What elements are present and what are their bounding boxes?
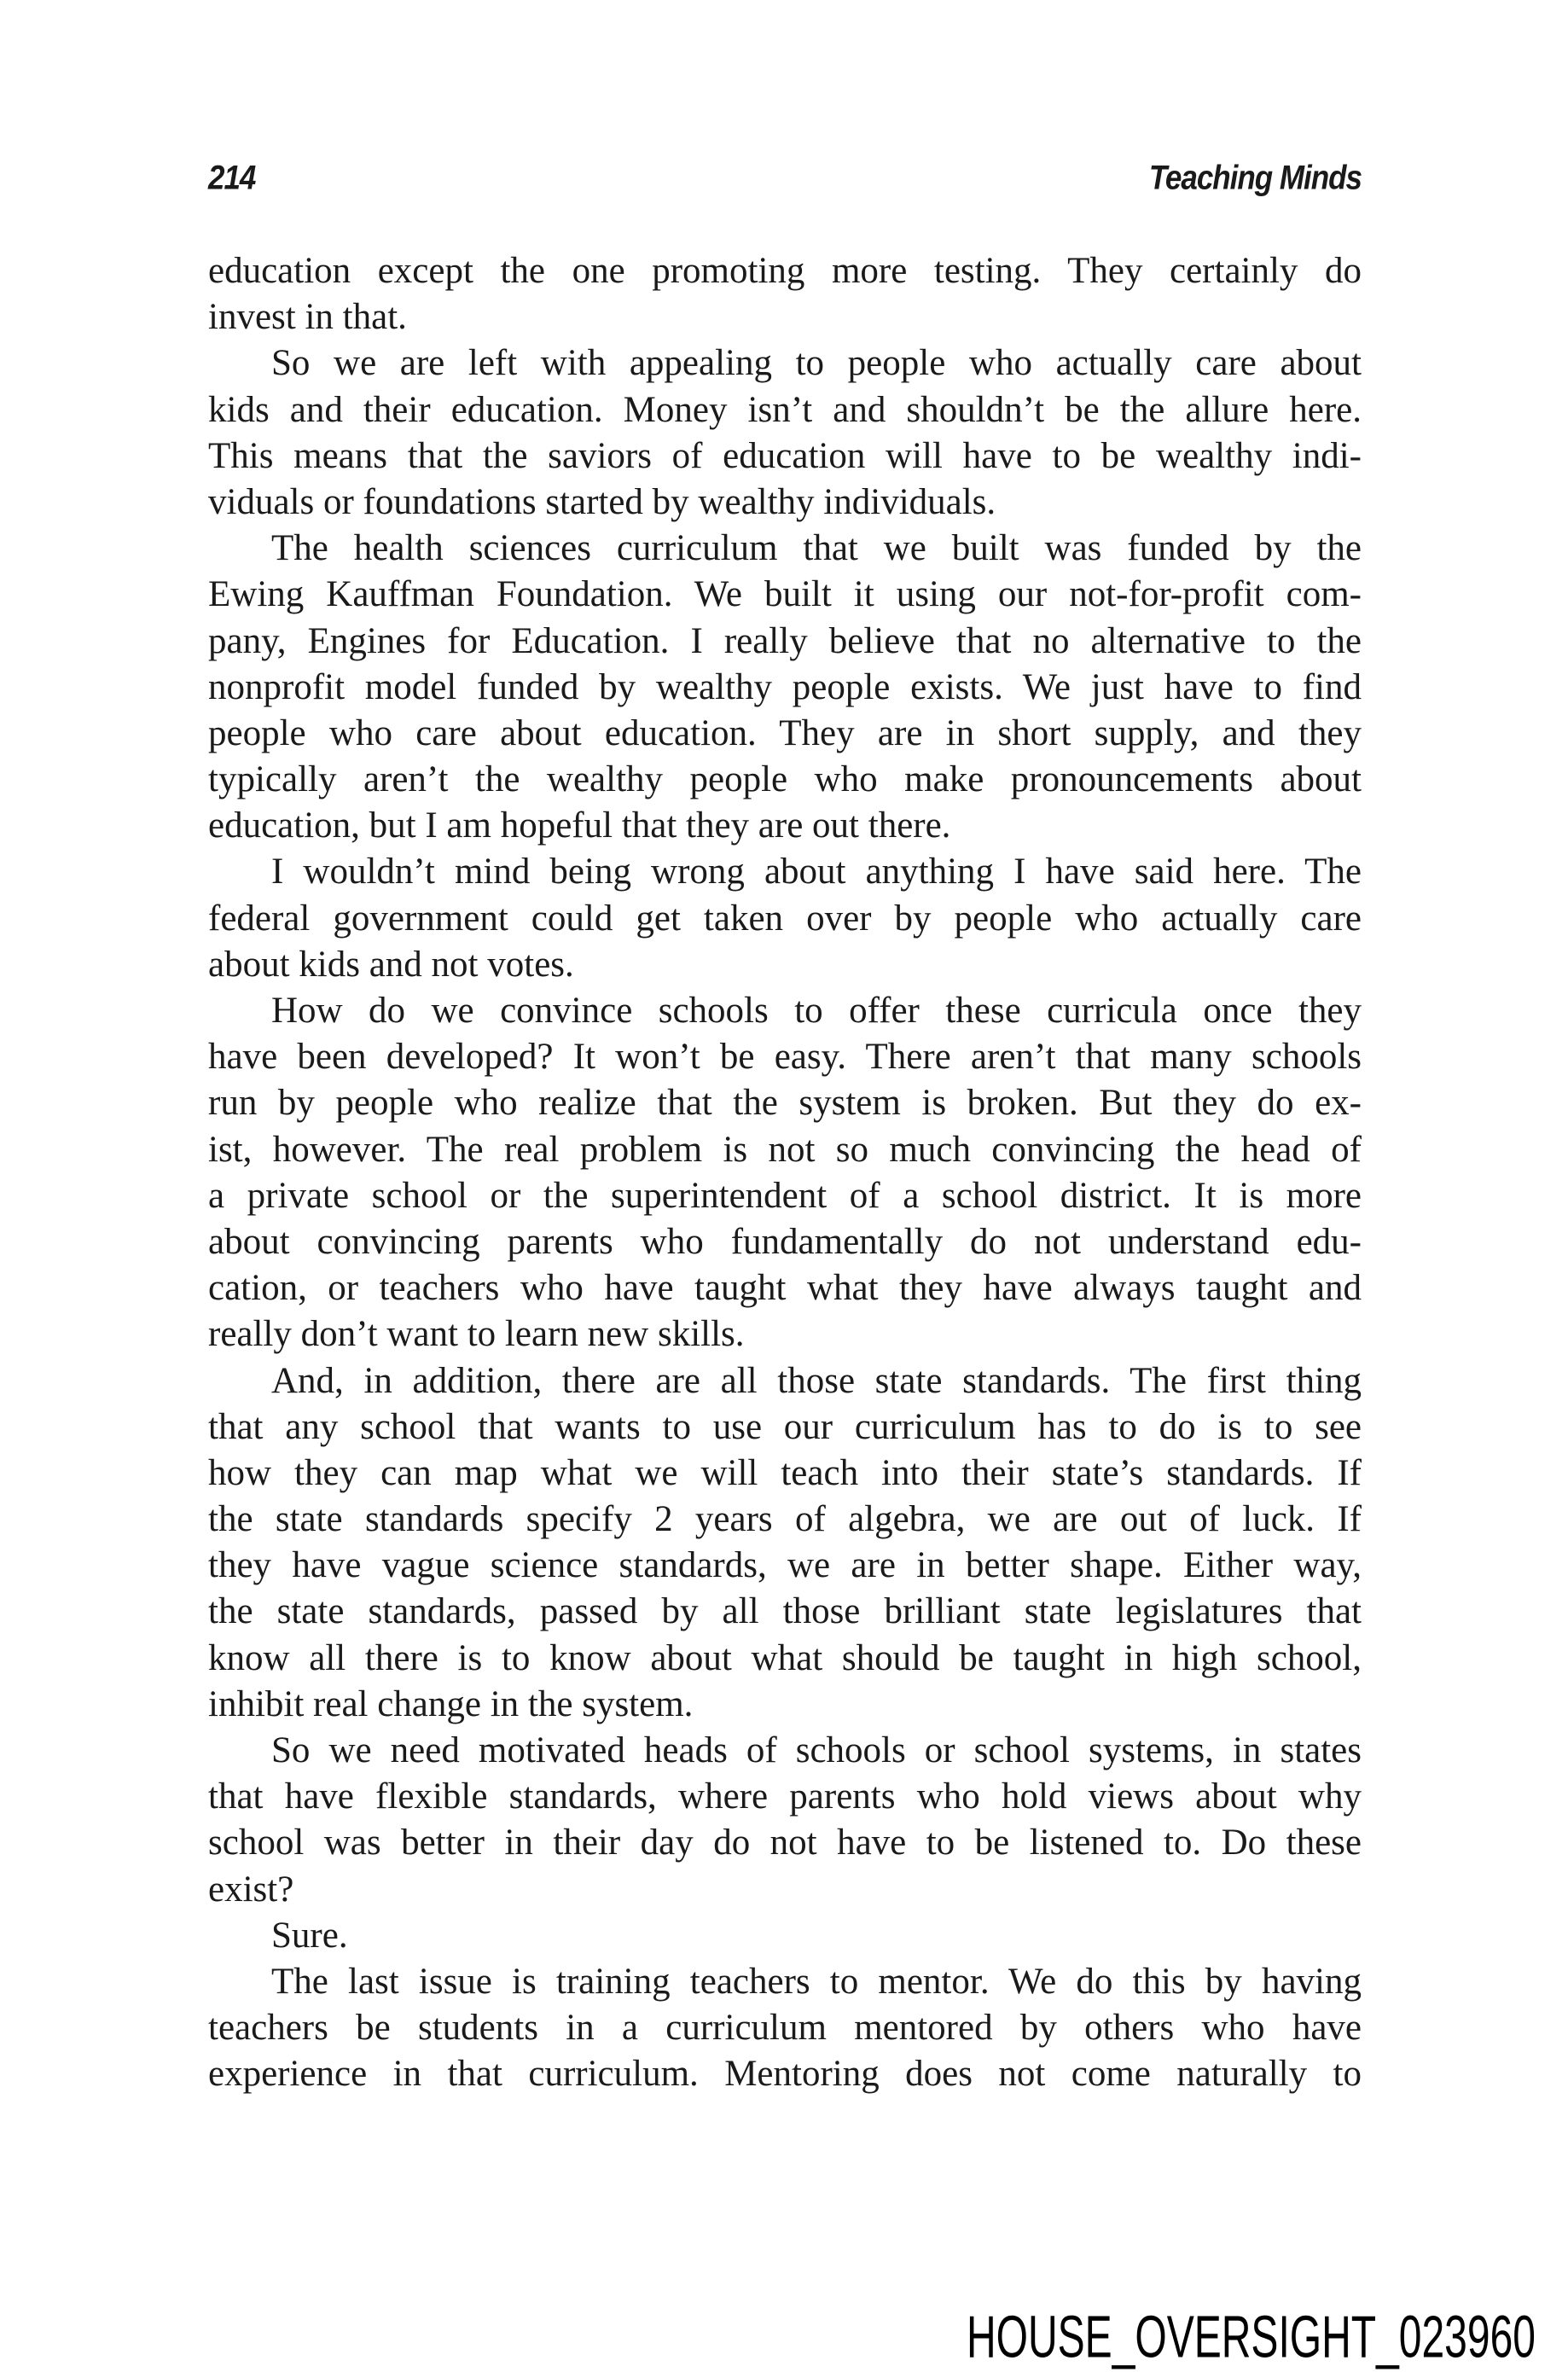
text-line: experience in that curriculum. Mentoring does not come naturally to: [208, 2054, 1362, 2095]
text-line: run by people who realize that the system is broken. But they do ex-: [208, 1083, 1362, 1124]
text-line: nonprofit model funded by wealthy people exists. We just have to find: [208, 666, 1362, 707]
paragraph: [208, 340, 1362, 526]
text-line: Ewing Kauffman Foundation. We built it using our not-for-profit com-: [208, 574, 1362, 615]
text-line: The health sciences curriculum that we built was funded by the: [271, 528, 1362, 569]
text-line: Sure.: [271, 1915, 348, 1956]
text-line: I wouldn’t mind being wrong about anything I have said here. The: [271, 852, 1362, 892]
text-line: teachers be students in a curriculum mentored by others who have: [208, 2008, 1362, 2049]
text-line: how they can map what we will teach into their state’s standards. If: [208, 1452, 1362, 1493]
paragraph: [208, 1358, 1362, 1729]
text-line: know all there is to know about what should be taught in high school,: [208, 1637, 1362, 1678]
text-line: the state standards, passed by all those brilliant state legislatures that: [208, 1591, 1362, 1632]
text-line: that have flexible standards, where parents who hold views about why: [208, 1776, 1362, 1817]
text-line: This means that the saviors of education will have to be wealthy indi-: [208, 435, 1362, 476]
text-line: the state standards specify 2 years of algebra, we are out of luck. If: [208, 1499, 1362, 1540]
text-line: people who care about education. They are in short supply, and they: [208, 712, 1362, 753]
body-text: [208, 248, 1362, 2098]
text-line: ist, however. The real problem is not so much convincing the head of: [208, 1129, 1362, 1170]
document-id-stamp: HOUSE_OVERSIGHT_023960: [967, 2305, 1536, 2371]
text-line: And, in addition, there are all those state standards. The first thing: [271, 1360, 1362, 1401]
paragraph: [208, 526, 1362, 849]
text-line: they have vague science standards, we are in better shape. Either way,: [208, 1545, 1362, 1586]
text-line: The last issue is training teachers to mentor. We do this by having: [271, 1961, 1362, 2002]
page-number: 214: [208, 159, 256, 197]
text-line: really don’t want to learn new skills.: [208, 1314, 745, 1355]
text-line: kids and their education. Money isn’t and shouldn’t be the allure here.: [208, 389, 1362, 430]
paragraph: [208, 1913, 1362, 1959]
text-line: cation, or teachers who have taught what they have always taught and: [208, 1268, 1362, 1309]
text-line: exist?: [208, 1869, 294, 1910]
text-line: typically aren’t the wealthy people who make pronouncements about: [208, 759, 1362, 800]
text-line: that any school that wants to use our curriculum has to do is to see: [208, 1406, 1362, 1447]
text-line: education except the one promoting more testing. They certainly do: [208, 251, 1362, 291]
text-line: a private school or the superintendent of a school district. It is more: [208, 1175, 1362, 1216]
text-line: federal government could get taken over by people who actually care: [208, 898, 1362, 939]
text-line: So we are left with appealing to people who actually care about: [271, 343, 1362, 384]
paragraph: [208, 248, 1362, 340]
text-line: So we need motivated heads of schools or school systems, in states: [271, 1730, 1362, 1770]
text-line: inhibit real change in the system.: [208, 1683, 694, 1724]
text-line: education, but I am hopeful that they are out there.: [208, 805, 951, 846]
paragraph: [208, 849, 1362, 988]
text-line: about convincing parents who fundamentally do not understand edu-: [208, 1221, 1362, 1262]
text-line: viduals or foundations started by wealthy individuals.: [208, 481, 996, 522]
paragraph: [208, 1728, 1362, 1913]
text-line: invest in that.: [208, 297, 407, 338]
text-line: about kids and not votes.: [208, 944, 574, 985]
running-title: Teaching Minds: [1148, 159, 1362, 197]
text-line: pany, Engines for Education. I really believe that no alternative to the: [208, 620, 1362, 661]
text-line: have been developed? It won’t be easy. There aren’t that many schools: [208, 1037, 1362, 1078]
text-line: How do we convince schools to offer these curricula once they: [271, 991, 1362, 1031]
paragraph: [208, 988, 1362, 1358]
paragraph: [208, 1959, 1362, 2098]
text-line: school was better in their day do not have to be listened to. Do these: [208, 1823, 1362, 1863]
